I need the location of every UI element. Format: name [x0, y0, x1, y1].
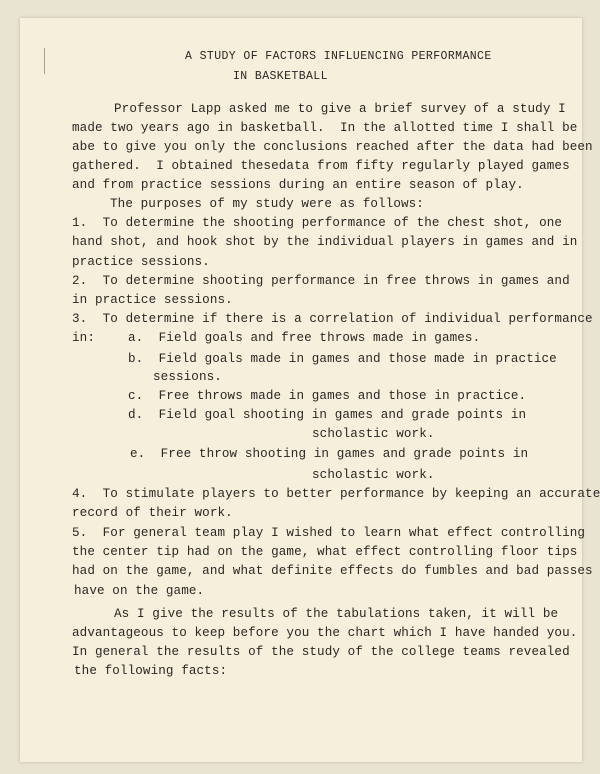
document-title-line-2: IN BASKETBALL — [233, 70, 328, 83]
intro-line: Professor Lapp asked me to give a brief survey of a study I — [114, 102, 566, 116]
intro-line: abe to give you only the conclusions reached after the data had been — [72, 140, 593, 154]
sub-item-b: b. Field goals made in games and those made in practice — [128, 352, 557, 366]
sub-item-d-cont: scholastic work. — [312, 427, 435, 441]
purpose-item-3-prefix: in: — [72, 331, 95, 345]
purpose-item-2: 2. To determine shooting performance in free throws in games and — [72, 274, 570, 288]
closing-line: advantageous to keep before you the chart which I have handed you. — [72, 626, 578, 640]
sub-item-e-cont: scholastic work. — [312, 468, 435, 482]
purpose-item-1: 1. To determine the shooting performance of the chest shot, one — [72, 216, 563, 230]
purpose-item-1-cont: hand shot, and hook shot by the individual players in games and in — [72, 235, 578, 249]
typed-page — [20, 18, 600, 762]
purpose-item-4-cont: record of their work. — [72, 506, 233, 520]
purpose-item-5-cont: have on the game. — [74, 584, 205, 598]
margin-pencil-mark — [44, 48, 45, 74]
purpose-item-2-cont: in practice sessions. — [72, 293, 233, 307]
purpose-item-4: 4. To stimulate players to better performance by keeping an accurate — [72, 487, 600, 501]
purpose-item-5-cont: had on the game, and what definite effects do fumbles and bad passes — [72, 564, 593, 578]
intro-line: gathered. I obtained thesedata from fifty regularly played games — [72, 159, 570, 173]
sub-item-e: e. Free throw shooting in games and grade points in — [130, 447, 529, 461]
purpose-item-5: 5. For general team play I wished to learn what effect controlling — [72, 526, 586, 540]
purpose-item-5-cont: the center tip had on the game, what effect controlling floor tips — [72, 545, 578, 559]
purpose-item-3: 3. To determine if there is a correlation of individual performance — [72, 312, 593, 326]
closing-line: the following facts: — [74, 664, 228, 678]
purposes-intro: The purposes of my study were as follows: — [110, 197, 424, 211]
document-title-line-1: A STUDY OF FACTORS INFLUENCING PERFORMANCE — [185, 50, 492, 63]
sub-item-d: d. Field goal shooting in games and grade points in — [128, 408, 527, 422]
sub-item-c: c. Free throws made in games and those in practice. — [128, 389, 527, 403]
intro-line: and from practice sessions during an entire season of play. — [72, 178, 524, 192]
purpose-item-1-cont: practice sessions. — [72, 255, 210, 269]
intro-line: made two years ago in basketball. In the allotted time I shall be — [72, 121, 578, 135]
sub-item-b-cont: sessions. — [153, 370, 222, 384]
closing-line: In general the results of the study of the college teams revealed — [72, 645, 570, 659]
closing-line: As I give the results of the tabulations taken, it will be — [114, 607, 559, 621]
sub-item-a: a. Field goals and free throws made in games. — [128, 331, 481, 345]
